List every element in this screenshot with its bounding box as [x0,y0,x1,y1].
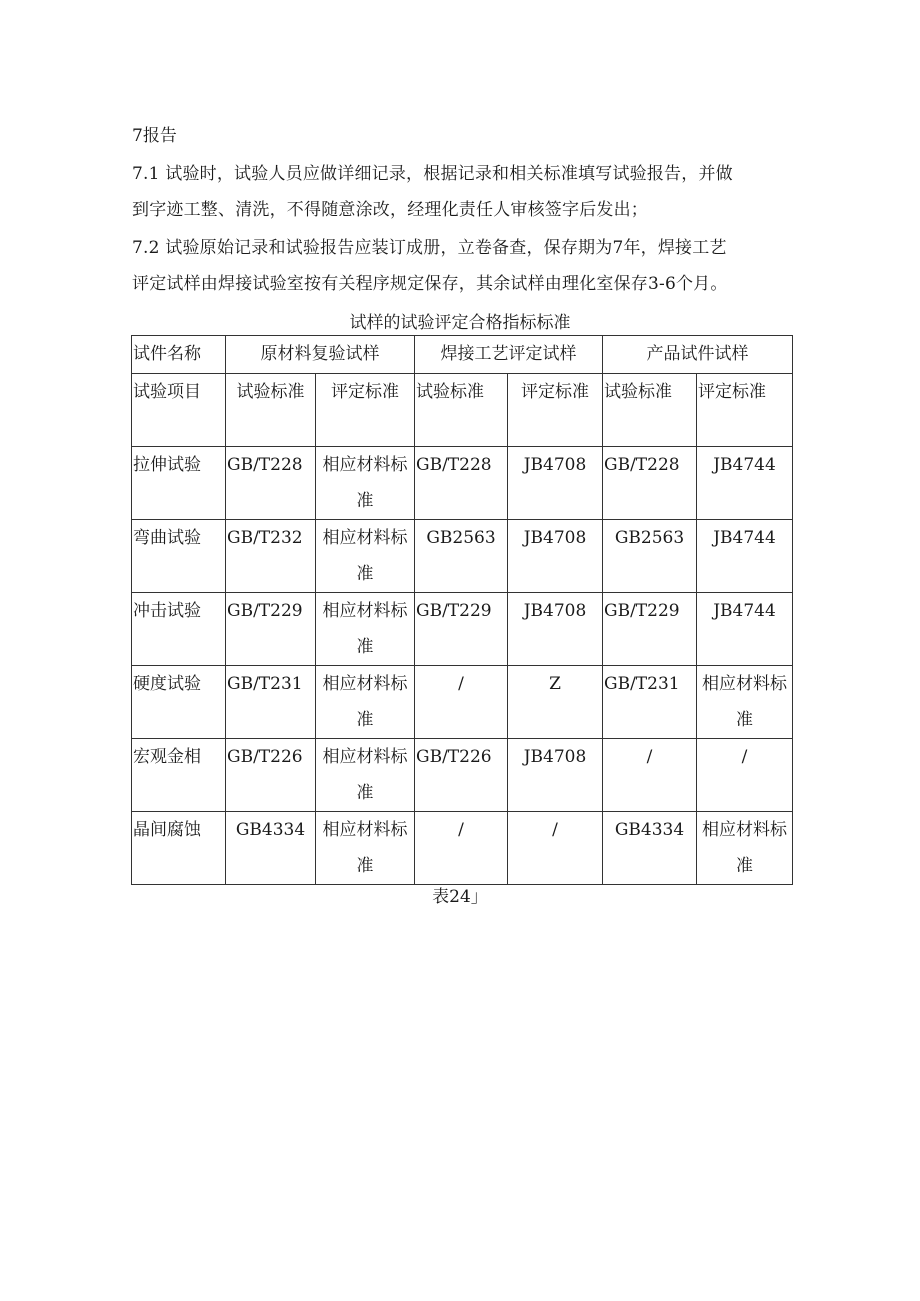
cell-product-test: GB/T228 [603,447,697,520]
cell-weld-test: GB/T229 [415,593,508,666]
cell-product-test: / [603,739,697,812]
cell-raw-test: GB/T229 [226,593,316,666]
header-cell-group-welding: 焊接工艺评定试样 [415,336,603,374]
cell-product-eval: JB4744 [697,520,793,593]
header-cell-test-standard: 试验标准 [415,374,508,447]
paragraph-7-2 [132,230,792,302]
cell-product-eval: 相应材料标准 [697,812,793,885]
cell-test-name: 弯曲试验 [132,520,226,593]
cell-raw-eval: 相应材料标准 [316,520,415,593]
cell-raw-test: GB/T231 [226,666,316,739]
cell-test-name: 硬度试验 [132,666,226,739]
cell-raw-eval: 相应材料标准 [316,739,415,812]
cell-test-name: 晶间腐蚀 [132,812,226,885]
table-row [132,447,793,520]
cell-raw-eval: 相应材料标准 [316,593,415,666]
cell-weld-eval: JB4708 [508,447,603,520]
paragraph-line: 评定试样由焊接试验室按有关程序规定保存，其余试样由理化室保存3-6个月。 [132,274,728,294]
table-footer-label: 表24」 [432,887,488,907]
cell-product-test: GB/T231 [603,666,697,739]
cell-test-name: 冲击试验 [132,593,226,666]
header-cell-item: 试验项目 [132,374,226,447]
paragraph-7-1 [132,156,792,228]
table-row [132,666,793,739]
cell-raw-eval: 相应材料标准 [316,812,415,885]
cell-weld-test: GB/T228 [415,447,508,520]
cell-weld-eval: / [508,812,603,885]
cell-weld-test: / [415,812,508,885]
table-row [132,520,793,593]
header-cell-group-raw-material: 原材料复验试样 [226,336,415,374]
paragraph-line: 到字迹工整、清洗，不得随意涂改，经理化责任人审核签字后发出； [132,200,648,220]
header-cell-group-product: 产品试件试样 [603,336,793,374]
cell-weld-test: GB2563 [415,520,508,593]
header-cell-name: 试件名称 [132,336,226,374]
table-row [132,812,793,885]
header-row-groups [132,336,793,374]
header-row-columns [132,374,793,447]
header-cell-eval-standard: 评定标准 [316,374,415,447]
cell-product-eval: 相应材料标准 [697,666,793,739]
cell-product-test: GB/T229 [603,593,697,666]
cell-product-test: GB2563 [603,520,697,593]
cell-product-eval: / [697,739,793,812]
cell-raw-test: GB/T226 [226,739,316,812]
paragraph-line: 7.1 试验时，试验人员应做详细记录，根据记录和相关标准填写试验报告，并做 [132,164,733,184]
cell-product-eval: JB4744 [697,447,793,520]
cell-weld-eval: JB4708 [508,520,603,593]
table-caption: 试样的试验评定合格指标标准 [349,313,571,333]
section-heading: 7报告 [132,126,177,146]
header-cell-test-standard: 试验标准 [603,374,697,447]
header-cell-test-standard: 试验标准 [226,374,316,447]
cell-raw-eval: 相应材料标准 [316,666,415,739]
cell-test-name: 拉伸试验 [132,447,226,520]
table-row [132,739,793,812]
cell-weld-eval: JB4708 [508,593,603,666]
cell-weld-test: GB/T226 [415,739,508,812]
cell-product-test: GB4334 [603,812,697,885]
cell-product-eval: JB4744 [697,593,793,666]
cell-raw-test: GB/T232 [226,520,316,593]
header-cell-eval-standard: 评定标准 [508,374,603,447]
cell-raw-test: GB/T228 [226,447,316,520]
cell-raw-test: GB4334 [226,812,316,885]
cell-weld-eval: Z [508,666,603,739]
paragraph-line: 7.2 试验原始记录和试验报告应装订成册，立卷备查，保存期为7年，焊接工艺 [132,238,727,258]
table-row [132,593,793,666]
cell-raw-eval: 相应材料标准 [316,447,415,520]
cell-test-name: 宏观金相 [132,739,226,812]
cell-weld-eval: JB4708 [508,739,603,812]
standards-table [131,335,793,885]
cell-weld-test: / [415,666,508,739]
header-cell-eval-standard: 评定标准 [697,374,793,447]
